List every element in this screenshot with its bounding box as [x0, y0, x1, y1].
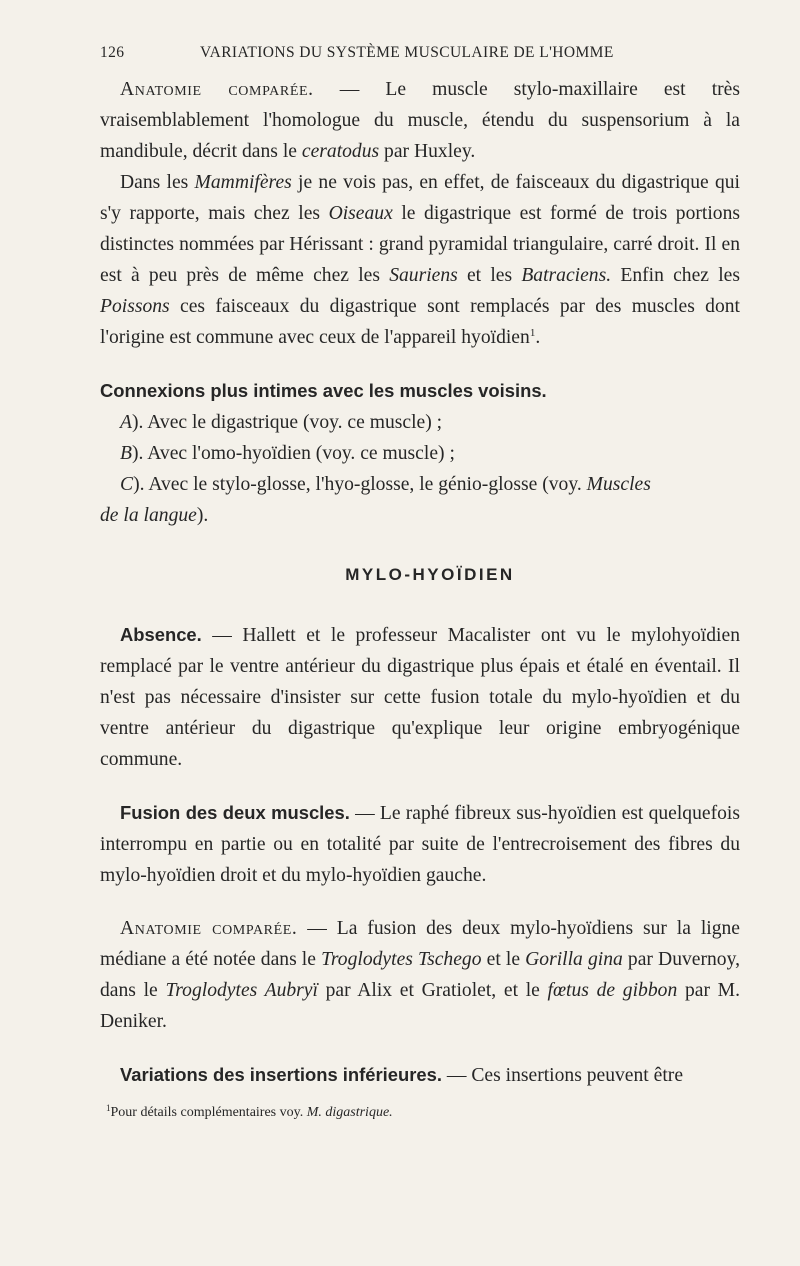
paragraph-anatomie-comparee-1 — [100, 74, 740, 167]
item-text: ). Avec le stylo-glosse, l'hyo-glosse, le génio-glosse (voy. — [133, 474, 587, 495]
text-run: je ne vois pas, en effet, de faisceaux du digastrique qui s'y rapporte, mais chez les — [100, 172, 740, 224]
bold-lead: Fusion des deux muscles. — [120, 802, 350, 823]
list-item-c-continued — [100, 500, 740, 531]
italic-term: Troglodytes Tschego — [321, 949, 482, 970]
paragraph-variations — [100, 1059, 740, 1091]
italic-term: Gorilla gina — [525, 949, 623, 970]
footnote-text: Pour détails complémentaires voy. — [110, 1105, 307, 1120]
text-run: — Le raphé fibreux sus-hyoïdien est quelquefois interrompu en partie ou en totalité par suite de l'entrecroisement des fibres du mylo-hyoïdien droit et du mylo-hyoïdien gauche. — [100, 803, 740, 886]
paragraph-mammiferes — [100, 167, 740, 353]
italic-term: fœtus de gibbon — [547, 980, 678, 1001]
text-run: et le — [481, 949, 526, 970]
bold-heading: Connexions plus intimes avec les muscles voisins. — [100, 380, 547, 401]
item-text: ). — [196, 505, 209, 526]
paragraph-absence — [100, 619, 740, 775]
italic-term: Oiseaux — [328, 203, 393, 224]
text-run: le digastrique est formé de trois portions distinctes nommées par Hérissant : grand pyramidal triangulaire, carré droit. Il en est à peu près de même chez les — [100, 203, 740, 286]
bold-lead: Variations des insertions inférieures. — [120, 1064, 442, 1085]
italic-term: ceratodus — [301, 141, 380, 162]
text-run: ces faisceaux du digastrique sont remplacés par des muscles dont l'origine est commune avec ceux de l'appareil hyoïdien — [100, 296, 740, 348]
italic-term: Batraciens. — [521, 265, 612, 286]
connexions-heading — [100, 375, 740, 407]
paragraph-fusion — [100, 797, 740, 891]
list-item-a — [100, 407, 740, 438]
bold-lead: Absence. — [120, 624, 202, 645]
text-run: Dans les — [120, 172, 195, 193]
text-run: par Duvernoy, dans le — [100, 949, 741, 1001]
text-run: . — [535, 327, 541, 348]
italic-term: de la langue — [100, 505, 197, 526]
page-number: 126 — [100, 44, 125, 61]
footnote — [100, 1103, 740, 1123]
item-label: B — [120, 443, 132, 464]
footnote-mark: 1 — [106, 1103, 111, 1113]
section-title: MYLO-HYOÏDIEN — [345, 565, 515, 584]
list-item-c — [100, 469, 740, 500]
text-run: — Ces insertions peuvent être — [441, 1065, 684, 1086]
item-text: ). Avec le digastrique (voy. ce muscle) ; — [131, 412, 443, 433]
text-run: par M. Deniker. — [100, 980, 740, 1032]
lead-anatomie-comparee: Anatomie comparée. — [120, 918, 298, 939]
text-run: et les — [457, 265, 522, 286]
italic-term: M. digastrique. — [306, 1105, 393, 1120]
text-run: Enfin chez les — [611, 265, 740, 286]
list-item-b — [100, 438, 740, 469]
item-label: C — [120, 474, 134, 495]
italic-term: Sauriens — [389, 265, 458, 286]
italic-term: Poissons — [100, 296, 170, 317]
running-title: VARIATIONS DU SYSTÈME MUSCULAIRE DE L'HOMME — [200, 44, 614, 61]
item-text: ). Avec l'omo-hyoïdien (voy. ce muscle) ; — [131, 443, 455, 464]
text-run: — Hallett et le professeur Macalister ont vu le mylohyoïdien remplacé par le ventre antérieur du digastrique plus épais et étalé en éventail. Il n'est pas nécessaire d'insister sur cette fusion totale du mylo-hyoïdien et du ventre antérieur du digastrique qu'explique leur origine embryogénique commune. — [100, 625, 740, 770]
italic-term: Troglodytes Aubryï — [165, 980, 318, 1001]
lead-anatomie-comparee: Anatomie comparée. — [120, 79, 314, 100]
running-header — [100, 44, 740, 74]
text-run: — La fusion des deux mylo-hyoïdiens sur la ligne médiane a été notée dans le — [100, 918, 740, 970]
paragraph-anatomie-comparee-2 — [100, 913, 740, 1037]
text-run: par Huxley. — [379, 141, 476, 162]
italic-term: Muscles — [586, 474, 651, 495]
footnote-ref: 1 — [529, 327, 536, 339]
text-run: par Alix et Gratiolet, et le — [317, 980, 548, 1001]
text-run: — Le muscle stylo-maxillaire est très vraisemblablement l'homologue du muscle, étendu du suspensorium à la mandibule, décrit dans le — [100, 79, 741, 162]
italic-term: Mammifères — [194, 172, 292, 193]
item-label: A — [120, 412, 132, 433]
